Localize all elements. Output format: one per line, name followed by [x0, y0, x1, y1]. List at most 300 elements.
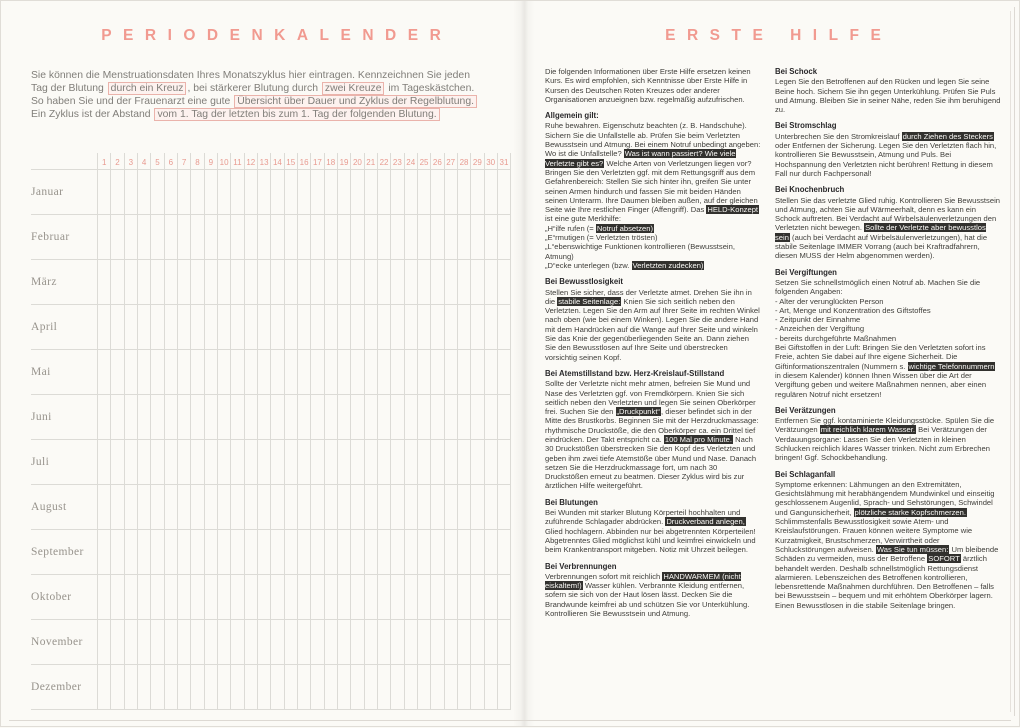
- day-cell: [204, 620, 217, 664]
- day-cell: [430, 170, 443, 214]
- paragraph: [545, 224, 761, 233]
- day-cell: [257, 260, 270, 304]
- day-cell: [417, 350, 430, 394]
- day-cell: [337, 260, 350, 304]
- highlight-inverted: mit reichlich klarem Wasser.: [820, 425, 916, 435]
- paragraph: [545, 242, 761, 261]
- day-cell: [404, 620, 417, 664]
- day-cell: [257, 305, 270, 349]
- day-cell: [284, 665, 297, 709]
- text-run: Wasser kühlen. Verbrannte Kleidung entfernen, sofern sie sich von der Haut lösen lässt. Decken Sie die Brandwunde keimfrei ab und schützen Sie vor Unterkühlung. Kontrollieren Sie Bewusstsein und Atmung.: [545, 581, 750, 619]
- day-cell: [190, 440, 203, 484]
- day-cell: [484, 575, 497, 619]
- intro-text: [31, 69, 511, 121]
- day-cell: [270, 485, 283, 529]
- day-cell: [244, 395, 257, 439]
- day-cell: [244, 665, 257, 709]
- highlight-inverted: plötzliche starke Kopfschmerzen.: [854, 507, 966, 517]
- day-cell: [364, 170, 377, 214]
- day-cell: [484, 260, 497, 304]
- month-label: Januar: [31, 186, 64, 198]
- day-cell: [417, 440, 430, 484]
- day-cell: [97, 440, 110, 484]
- text-run: „H“ilfe rufen (=: [545, 223, 596, 233]
- day-cell: [137, 485, 150, 529]
- day-cell: [217, 305, 230, 349]
- first-aid-columns: [545, 67, 1001, 618]
- text-run: Ruhe bewahren. Eigenschutz beachten (z. B. Handschuhe). Sichern Sie die Unfallstelle ab. Prüfen Sie beim Verletzten Bewusstsein und Atmung. Bei einem Notruf unbedingt angeben: Wo ist die Unfallstelle?: [545, 121, 761, 159]
- day-cell: [324, 620, 337, 664]
- day-number: 18: [324, 153, 337, 169]
- day-cell: [377, 170, 390, 214]
- highlight-inverted: durch Ziehen des Steckers: [902, 131, 993, 141]
- day-cell: [377, 350, 390, 394]
- highlight-inverted: Notruf absetzen): [596, 223, 653, 233]
- day-cell: [457, 350, 470, 394]
- month-cells: [97, 575, 511, 619]
- day-cell: [110, 665, 123, 709]
- day-cell: [404, 350, 417, 394]
- day-cell: [150, 485, 163, 529]
- day-cell: [190, 530, 203, 574]
- day-cell: [217, 530, 230, 574]
- day-cell: [297, 575, 310, 619]
- paragraph: [545, 379, 761, 491]
- day-number: 27: [444, 153, 457, 169]
- highlight-inverted: HELD-Konzept: [707, 205, 759, 215]
- text-run: oder Entfernen der Sicherung. Legen Sie den Verletzten flach hin, kontrollieren Sie Bewusstsein, Atmung und Puls. Bei Hochspannung den Verletzten nicht berühren! Rettung in diesem Fall nur durch Fachpersonal!: [775, 141, 997, 178]
- day-cell: [470, 215, 483, 259]
- day-cell: [484, 305, 497, 349]
- highlight-boxed: Übersicht über Dauer und Zyklus der Regelblutung.: [234, 95, 477, 108]
- day-cell: [364, 260, 377, 304]
- intro-line: [31, 69, 511, 82]
- day-cell: [444, 665, 457, 709]
- day-cell: [310, 575, 323, 619]
- text-run: - Zeitpunkt der Einnahme: [775, 315, 861, 325]
- day-cell: [124, 485, 137, 529]
- day-cell: [324, 440, 337, 484]
- day-cell: [284, 215, 297, 259]
- day-cell: [124, 395, 137, 439]
- calendar-month-row: [31, 259, 511, 304]
- day-cell: [337, 440, 350, 484]
- day-cell: [470, 620, 483, 664]
- day-cell: [204, 170, 217, 214]
- day-cell: [337, 665, 350, 709]
- day-cell: [177, 395, 190, 439]
- day-cell: [230, 260, 243, 304]
- day-cell: [97, 530, 110, 574]
- day-cell: [190, 665, 203, 709]
- day-cell: [364, 575, 377, 619]
- day-cell: [150, 170, 163, 214]
- day-cell: [190, 170, 203, 214]
- period-calendar-grid: [31, 153, 511, 710]
- section-heading: Bei Verätzungen: [775, 405, 836, 415]
- month-label: August: [31, 501, 67, 513]
- day-cell: [350, 215, 363, 259]
- day-cell: [230, 620, 243, 664]
- day-cell: [404, 305, 417, 349]
- day-cell: [284, 530, 297, 574]
- day-cell: [150, 260, 163, 304]
- day-cell: [270, 620, 283, 664]
- day-cell: [497, 575, 511, 619]
- day-cell: [484, 395, 497, 439]
- day-cell: [484, 530, 497, 574]
- day-cell: [110, 215, 123, 259]
- day-number: 25: [417, 153, 430, 169]
- paragraph: [775, 132, 1001, 178]
- text-run: Unterbrechen Sie den Stromkreislauf: [775, 131, 902, 141]
- day-cell: [257, 665, 270, 709]
- day-cell: [230, 395, 243, 439]
- text-run: Bei Verätzungen der Verdauungsorgane: Lassen Sie den Verletzten in kleinen Schlucken reichlich klares Wasser trinken. Nicht zum Erbrechen bringen! Ggf. Schockbehandlung.: [775, 425, 990, 463]
- day-cell: [257, 395, 270, 439]
- day-cell: [257, 350, 270, 394]
- month-cells: [97, 530, 511, 574]
- day-cell: [177, 215, 190, 259]
- page-edge-line: [1014, 7, 1015, 716]
- day-cell: [457, 485, 470, 529]
- day-cell: [417, 620, 430, 664]
- day-cell: [457, 440, 470, 484]
- day-cell: [430, 575, 443, 619]
- day-cell: [430, 215, 443, 259]
- day-cell: [110, 305, 123, 349]
- paragraph: [775, 343, 1001, 399]
- day-cell: [324, 665, 337, 709]
- day-cell: [337, 620, 350, 664]
- day-cell: [164, 215, 177, 259]
- day-cell: [430, 665, 443, 709]
- day-cell: [484, 485, 497, 529]
- day-cell: [350, 305, 363, 349]
- day-cell: [164, 350, 177, 394]
- day-cell: [470, 665, 483, 709]
- day-cell: [364, 530, 377, 574]
- paragraph: [775, 480, 1001, 610]
- day-cell: [350, 575, 363, 619]
- day-cell: [124, 575, 137, 619]
- day-cell: [124, 620, 137, 664]
- paragraph: [775, 77, 1001, 114]
- month-cells: [97, 260, 511, 304]
- day-number: 4: [137, 153, 150, 169]
- text-run: - Anzeichen der Vergiftung: [775, 324, 865, 334]
- section-heading: Bei Knochenbruch: [775, 185, 845, 195]
- text-run: , dieser befindet sich in der Mitte des Brustkorbs. Beginnen Sie mit der Herzdruckmassage: rhythmische Druckstöße, die den Oberkörper ca. ein Drittel tief eindrücken. Der Takt entspricht ca.: [545, 407, 759, 444]
- text-run: Entfernen Sie ggf. kontaminierte Kleidungsstücke. Spülen Sie die Verätzungen: [775, 416, 995, 435]
- calendar-month-row: [31, 214, 511, 259]
- day-cell: [484, 620, 497, 664]
- day-cell: [150, 395, 163, 439]
- day-cell: [297, 350, 310, 394]
- day-cell: [164, 305, 177, 349]
- month-label: Dezember: [31, 681, 82, 693]
- day-cell: [297, 395, 310, 439]
- day-cell: [217, 665, 230, 709]
- day-cell: [164, 395, 177, 439]
- day-cell: [364, 440, 377, 484]
- text-run: Ein Zyklus ist der Abstand: [31, 109, 154, 120]
- text-run: - bereits durchgeführte Maßnahmen: [775, 333, 897, 343]
- day-cell: [204, 395, 217, 439]
- day-cell: [350, 665, 363, 709]
- day-cell: [444, 395, 457, 439]
- day-cell: [470, 395, 483, 439]
- text-run: „D“ecke unterlegen (bzw.: [545, 260, 632, 270]
- paragraph: [775, 334, 1001, 343]
- day-cell: [444, 485, 457, 529]
- day-cell: [190, 260, 203, 304]
- day-cell: [484, 170, 497, 214]
- day-cell: [284, 575, 297, 619]
- day-cell: [364, 665, 377, 709]
- day-cell: [417, 530, 430, 574]
- day-cell: [390, 350, 403, 394]
- day-cell: [470, 530, 483, 574]
- day-cell: [444, 530, 457, 574]
- day-cell: [377, 305, 390, 349]
- first-aid-column-2: [775, 67, 1001, 618]
- day-cell: [230, 485, 243, 529]
- day-cell: [270, 665, 283, 709]
- section-heading: Bei Schlaganfall: [775, 469, 836, 479]
- day-cell: [270, 305, 283, 349]
- text-run: Legen Sie den Betroffenen auf den Rücken und legen Sie seine Beine hoch. Sichern Sie ihn gegen Unterkühlung. Prüfen Sie Puls und Atmung. Bleiben Sie in seiner Nähe, reden Sie ihm beruhigend zu.: [775, 77, 1001, 115]
- day-cell: [350, 170, 363, 214]
- text-run: , bei stärkerer Blutung durch: [187, 83, 321, 94]
- day-cell: [244, 260, 257, 304]
- day-cell: [244, 575, 257, 619]
- month-cells: [97, 665, 511, 709]
- day-cell: [417, 575, 430, 619]
- day-cell: [230, 440, 243, 484]
- day-cell: [337, 485, 350, 529]
- period-calendar-page: [1, 1, 521, 728]
- day-cell: [97, 620, 110, 664]
- day-cell: [124, 350, 137, 394]
- day-cell: [270, 440, 283, 484]
- day-cell: [257, 620, 270, 664]
- highlight-inverted: SOFORT: [928, 554, 960, 564]
- paragraph: [775, 315, 1001, 324]
- day-cell: [324, 170, 337, 214]
- day-cell: [470, 485, 483, 529]
- day-cell: [137, 170, 150, 214]
- day-cell: [137, 395, 150, 439]
- day-cell: [177, 260, 190, 304]
- day-cell: [190, 305, 203, 349]
- day-cell: [310, 215, 323, 259]
- day-cell: [390, 665, 403, 709]
- month-label: September: [31, 546, 84, 558]
- text-run: in diesem Kalender) können Ihnen Wissen über die Art der Vergiftung geben und weitere Maßnahmen nennen, aber einen regulären Notruf nicht ersetzen!: [775, 370, 987, 399]
- day-cell: [350, 440, 363, 484]
- day-cell: [404, 575, 417, 619]
- month-cells: [97, 395, 511, 439]
- month-label-spacer: [31, 153, 97, 169]
- day-cell: [444, 575, 457, 619]
- day-number: 10: [217, 153, 230, 169]
- text-run: Stellen Sie sicher, dass der Verletzte atmet. Drehen Sie ihn in die: [545, 287, 752, 306]
- day-cell: [444, 260, 457, 304]
- day-cell: [364, 485, 377, 529]
- day-cell: [377, 530, 390, 574]
- day-cell: [337, 395, 350, 439]
- highlight-inverted: Sollte der Verletzte aber bewusstlos sein: [775, 223, 986, 242]
- day-cell: [457, 215, 470, 259]
- day-cell: [270, 215, 283, 259]
- day-cell: [177, 440, 190, 484]
- day-cell: [297, 305, 310, 349]
- day-cell: [164, 485, 177, 529]
- day-cell: [137, 305, 150, 349]
- day-cell: [430, 620, 443, 664]
- day-number: 14: [270, 153, 283, 169]
- month-cells: [97, 170, 511, 214]
- paragraph: [545, 121, 761, 223]
- day-cell: [350, 530, 363, 574]
- month-label: Juli: [31, 456, 50, 468]
- day-cell: [430, 440, 443, 484]
- day-cell: [350, 260, 363, 304]
- day-cell: [324, 305, 337, 349]
- paragraph: [545, 67, 761, 104]
- day-number: 9: [204, 153, 217, 169]
- text-run: Tag der Blutung: [31, 83, 107, 94]
- day-cell: [310, 395, 323, 439]
- day-cell: [444, 440, 457, 484]
- day-cell: [97, 170, 110, 214]
- paragraph: [545, 288, 761, 362]
- day-cell: [244, 350, 257, 394]
- day-cell: [297, 440, 310, 484]
- day-cell: [350, 395, 363, 439]
- text-run: Symptome erkennen: Lähmungen an den Extremitäten, Gesichtslähmung mit herabhängendem Mundwinkel und einseitig geschlossenem Augenlid, Sprach- und Sehstörungen, Schwindel und Gangunsicherheit,: [775, 479, 995, 517]
- text-run: „E“rmutigen (= Verletzten trösten): [545, 233, 658, 243]
- day-cell: [150, 440, 163, 484]
- day-cell: [230, 665, 243, 709]
- day-number: 7: [177, 153, 190, 169]
- day-cell: [110, 440, 123, 484]
- day-cell: [110, 260, 123, 304]
- day-cell: [177, 575, 190, 619]
- day-cell: [284, 485, 297, 529]
- day-cell: [217, 260, 230, 304]
- day-cell: [444, 305, 457, 349]
- day-cell: [270, 170, 283, 214]
- day-cell: [177, 620, 190, 664]
- paragraph: [775, 416, 1001, 462]
- highlight-inverted: „Druckpunkt“: [616, 407, 660, 417]
- day-cell: [97, 215, 110, 259]
- text-run: Verbrennungen sofort mit reichlich: [545, 571, 663, 581]
- day-cell: [390, 170, 403, 214]
- month-label: Februar: [31, 231, 70, 243]
- day-cell: [190, 485, 203, 529]
- day-number: 6: [164, 153, 177, 169]
- day-cell: [124, 215, 137, 259]
- day-cell: [457, 530, 470, 574]
- day-cell: [257, 575, 270, 619]
- intro-line: [31, 108, 511, 121]
- day-number: 15: [284, 153, 297, 169]
- day-cell: [230, 350, 243, 394]
- highlight-boxed: zwei Kreuze: [322, 82, 385, 95]
- day-number: 17: [310, 153, 323, 169]
- highlight-inverted: Druckverband anlegen,: [666, 517, 745, 527]
- day-cell: [230, 215, 243, 259]
- day-cell: [297, 665, 310, 709]
- day-cell: [404, 530, 417, 574]
- day-cell: [204, 440, 217, 484]
- day-cell: [404, 260, 417, 304]
- day-cell: [497, 170, 511, 214]
- day-cell: [244, 485, 257, 529]
- day-cell: [230, 575, 243, 619]
- day-cell: [417, 485, 430, 529]
- day-cell: [390, 530, 403, 574]
- day-number: 16: [297, 153, 310, 169]
- day-cell: [97, 395, 110, 439]
- month-cells: [97, 485, 511, 529]
- day-cell: [350, 485, 363, 529]
- day-cell: [497, 260, 511, 304]
- day-number: 3: [124, 153, 137, 169]
- day-cell: [470, 575, 483, 619]
- day-cell: [390, 440, 403, 484]
- text-run: Stellen Sie das verletzte Glied ruhig. Kontrollieren Sie Bewusstsein und Atmung, achten Sie auf Wärmeerhalt, denn es kann ein Schock auftreten. Bei Verdacht auf Wirbelsäulenverletzungen den Verletzten nicht bewegen.: [775, 195, 1000, 233]
- section-heading: Bei Schock: [775, 67, 818, 76]
- day-cell: [110, 170, 123, 214]
- day-cell: [284, 305, 297, 349]
- text-run: Um bleibende Schäden zu vermeiden, muss der Betroffene: [775, 544, 999, 564]
- text-run: ärztlich behandelt werden. Deshalb schnellstmöglich Rettungsdienst alarmieren. Lebenszeichen des Betroffenen kontrollieren, lebensrettende Maßnahmen durchführen. Den Betroffenen – falls bei Bewusstsein – bequem und mit erhöhtem Oberkörper lagern. Einen Bewusstlosen in die stabile Seitenlage bringen.: [775, 554, 994, 610]
- day-cell: [364, 350, 377, 394]
- day-cell: [324, 215, 337, 259]
- day-cell: [150, 620, 163, 664]
- day-cell: [244, 305, 257, 349]
- highlight-boxed: durch ein Kreuz: [108, 82, 187, 95]
- day-cell: [124, 260, 137, 304]
- day-cell: [164, 665, 177, 709]
- paragraph: [545, 261, 761, 270]
- day-cell: [164, 440, 177, 484]
- day-cell: [217, 440, 230, 484]
- day-number: 29: [470, 153, 483, 169]
- month-cells: [97, 215, 511, 259]
- day-cell: [217, 350, 230, 394]
- day-cell: [390, 620, 403, 664]
- text-run: Welche Arten von Verletzungen liegen vor? Bringen Sie den Verletzten ggf. mit dem Rettungsgriff aus dem Gefahrenbereich: Stellen Sie sich hinter ihn, greifen Sie unter seinen Armen hindurch und fassen Sie mit beiden Händen seinen Unterarm. Ihre Daumen bleiben außen, auf der gleichen Seite wie Ihre restlichen Finger (Affengriff). Das: [545, 158, 758, 215]
- day-cell: [497, 530, 511, 574]
- day-cell: [297, 485, 310, 529]
- day-cell: [457, 305, 470, 349]
- day-cell: [257, 440, 270, 484]
- day-cell: [190, 575, 203, 619]
- day-cell: [404, 395, 417, 439]
- page-edge-line: [1010, 11, 1011, 712]
- section-heading: Bei Blutungen: [545, 497, 598, 507]
- section-heading: Allgemein gilt:: [545, 111, 599, 121]
- day-number: 24: [404, 153, 417, 169]
- day-cell: [97, 350, 110, 394]
- day-number: 23: [390, 153, 403, 169]
- day-cell: [390, 575, 403, 619]
